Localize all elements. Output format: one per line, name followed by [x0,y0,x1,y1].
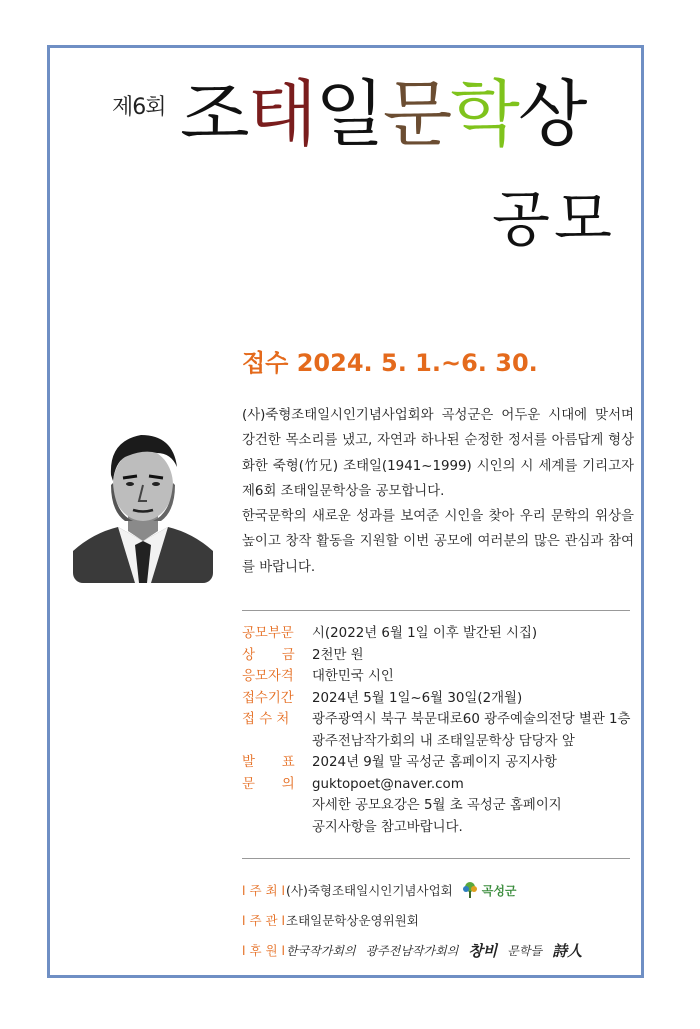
gokseong-logo: 곡성군 [461,881,517,899]
detail-value: 시(2022년 6월 1일 이후 발간된 시집) [312,626,538,641]
detail-value: 2024년 9월 말 곡성군 홈페이지 공지사항 [312,755,557,770]
host-label: l 주 최 l [242,883,286,898]
title-char: 조 [180,72,248,156]
intro-paragraph: (사)죽형조태일시인기념사업회와 곡성군은 어두운 시대에 맞서며 강건한 목소리를 냈고, 자연과 하나된 순정한 정서를 아름답게 형상화한 죽형(竹兄) 조태일(1941~1999) 시인의 시 세계를 기리고자 제6회 조태일문학상을 공모합니다. [242,408,634,499]
sponsor-logo: 광주전남작가회의 [365,943,459,958]
intro-paragraph: 한국문학의 새로운 성과를 보여준 시인을 찾아 우리 문학의 위상을 높이고 창작 활동을 지원할 이번 공모에 여러분의 많은 관심과 참여를 바랍니다. [242,509,634,575]
detail-row [242,688,642,710]
sponsor-logo: 한국작가회의 [286,943,356,958]
page-title [180,72,586,156]
submission-period: 접수 2024. 5. 1.~6. 30. [242,349,538,377]
detail-row [242,709,642,752]
detail-label: 응모자격 [242,669,294,684]
detail-row [242,774,642,839]
sponsor-logo: 詩人 [552,941,583,960]
detail-value: 광주광역시 북구 북문대로60 광주예술의전당 별관 1층 광주전남작가회의 내 조태일문학상 담당자 앞 [312,712,631,749]
detail-label: 공모부문 [242,626,294,641]
detail-row [242,752,642,774]
sponsor-logo: 창비 [468,941,498,960]
edition-label: 제6회 [112,95,166,120]
title-char: 일 [315,72,383,156]
title-char: 문 [382,72,451,156]
title-char: 학 [450,72,518,156]
sponsor-logos [286,940,582,961]
divider [242,858,630,859]
divider [242,610,630,611]
footer [242,875,642,965]
detail-value: 대한민국 시인 [312,669,394,684]
detail-row [242,666,642,688]
title-char: 태 [247,72,316,156]
detail-value: 2천만 원 [312,647,364,663]
contest-details [242,623,642,838]
organizer-value: 조태일문학상운영위원회 [286,913,419,928]
intro-text [242,403,634,580]
detail-label: 상 금 [242,647,295,663]
detail-label: 발 표 [242,755,295,770]
page-subtitle: 공모 [492,185,616,255]
detail-label: 접 수 처 [242,712,290,727]
detail-value: 2024년 5월 1일~6월 30일(2개월) [312,690,523,706]
host-row [242,875,642,905]
detail-row [242,623,642,645]
tree-icon [461,881,479,899]
detail-value: guktopoet@naver.com 자세한 공모요강은 5월 초 곡성군 홈페이지 공지사항을 참고바랍니다. [312,774,562,839]
organizer-row [242,905,642,935]
detail-label: 문 의 [242,776,295,792]
detail-label: 접수기간 [242,690,294,706]
poet-portrait [73,423,213,583]
host-value: (사)죽형조태일시인기념사업회 [286,883,453,898]
sponsor-logo: 문학들 [507,943,543,958]
organizer-label: l 주 관 l [242,913,286,928]
detail-row [242,645,642,667]
contact-email[interactable]: guktopoet@naver.com [312,776,464,792]
title-char: 상 [517,72,586,156]
sponsor-label: l 후 원 l [242,943,286,958]
sponsor-row [242,935,642,965]
